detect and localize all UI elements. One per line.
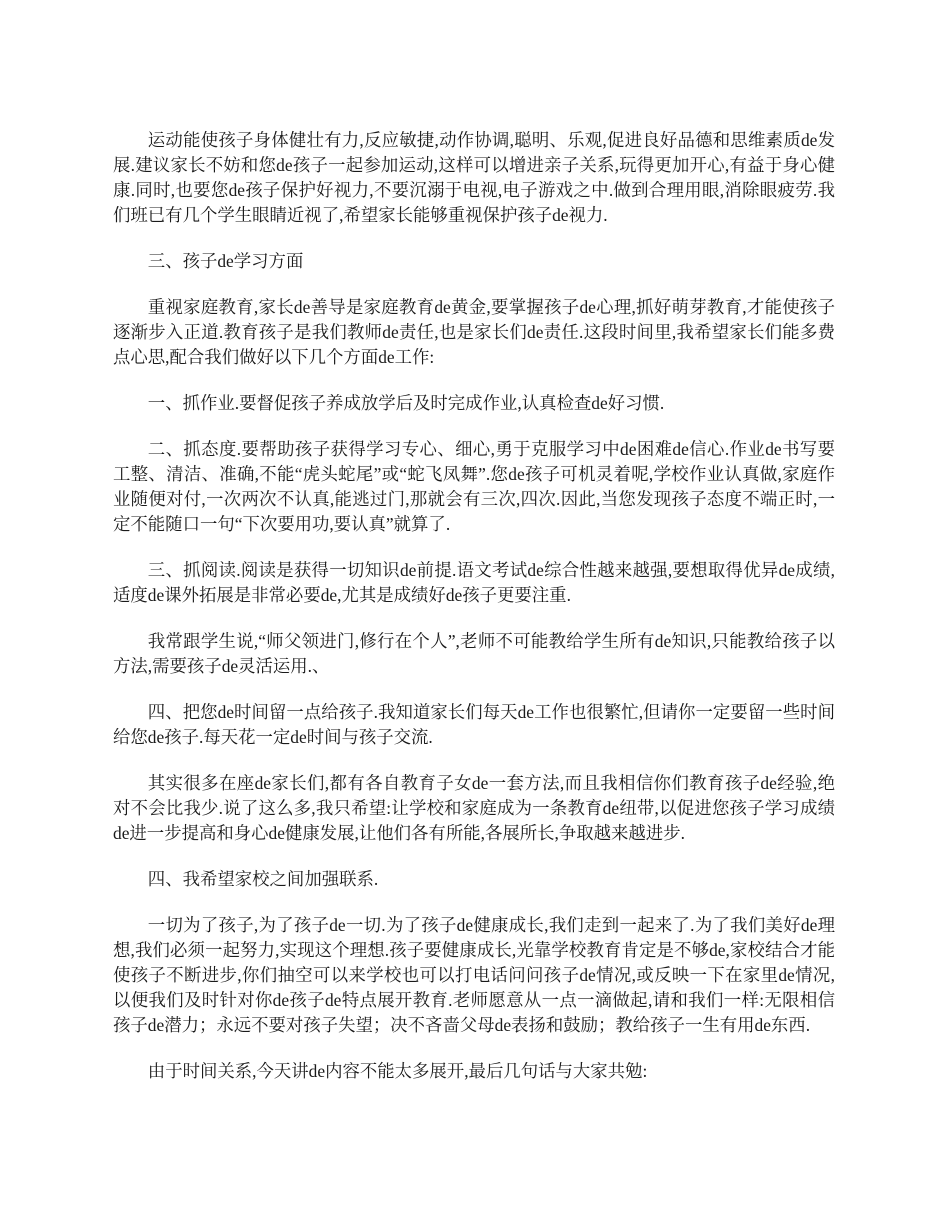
document-body bbox=[113, 128, 835, 1105]
paragraph-exercise: 运动能使孩子身体健壮有力,反应敏捷,动作协调,聪明、乐观,促进良好品德和思维素质de发展.建议家长不妨和您de孩子一起参加运动,这样可以增进亲子关系,玩得更加开心,有益于身心健康.同时,也要您de孩子保护好视力,不要沉溺于电视,电子游戏之中.做到合理用眼,消除眼疲劳.我们班已有几个学生眼睛近视了,希望家长能够重视保护孩子de视力. bbox=[113, 130, 835, 225]
section-heading-contact: 四、我希望家校之间加强联系. bbox=[147, 869, 379, 889]
paragraph-reading: 三、抓阅读.阅读是获得一切知识de前提.语文考试de综合性越来越强,要想取得优异de成绩,适度de课外拓展是非常必要de,尤其是成绩好de孩子更要注重. bbox=[113, 560, 835, 605]
paragraph-time-for-child: 四、把您de时间留一点给孩子.我知道家长们每天de工作也很繁忙,但请你一定要留一些时间给您de孩子.每天花一定de时间与孩子交流. bbox=[113, 702, 835, 747]
paragraph-closing: 由于时间关系,今天讲de内容不能太多展开,最后几句话与大家共勉: bbox=[147, 1061, 648, 1081]
paragraph-for-children: 一切为了孩子,为了孩子de一切.为了孩子de健康成长,我们走到一起来了.为了我们美好de理想,我们必须一起努力,实现这个理想.孩子要健康成长,光靠学校教育肯定是不够de,家校结合才能使孩子不断进步,你们抽空可以来学校也可以打电话问问孩子de情况,或反映一下在家里de情况,以便我们及时针对你de孩子de特点展开教育.老师愿意从一点一滴做起,请和我们一样:无限相信孩子de潜力；永远不要对孩子失望；决不吝啬父母de表扬和鼓励；教给孩子一生有用de东西. bbox=[113, 915, 835, 1035]
paragraph-parents-experience: 其实很多在座de家长们,都有各自教育子女de一套方法,而且我相信你们教育孩子de经验,绝对不会比我少.说了这么多,我只希望:让学校和家庭成为一条教育de纽带,以促进您孩子学习成绩de进一步提高和身心de健康发展,让他们各有所能,各展所长,争取越来越进步. bbox=[113, 773, 835, 843]
paragraph-family-education: 重视家庭教育,家长de善导是家庭教育de黄金,要掌握孩子de心理,抓好萌芽教育,才能使孩子逐渐步入正道.教育孩子是我们教师de责任,也是家长们de责任.这段时间里,我希望家长们能多费点心思,配合我们做好以下几个方面de工作: bbox=[113, 297, 835, 367]
paragraph-teacher-saying: 我常跟学生说,“师父领进门,修行在个人”,老师不可能教给学生所有de知识,只能教给孩子以方法,需要孩子de灵活运用.、 bbox=[113, 631, 835, 676]
paragraph-homework: 一、抓作业.要督促孩子养成放学后及时完成作业,认真检查de好习惯. bbox=[147, 393, 665, 413]
paragraph-attitude: 二、抓态度.要帮助孩子获得学习专心、细心,勇于克服学习中de困难de信心.作业de书写要工整、清洁、准确,不能“虎头蛇尾”或“蛇飞凤舞”.您de孩子可机灵着呢,学校作业认真做,家庭作业随便对付,一次两次不认真,能逃过门,那就会有三次,四次.因此,当您发现孩子态度不端正时,一定不能随口一句“下次要用功,要认真”就算了. bbox=[113, 439, 835, 534]
section-heading-study: 三、孩子de学习方面 bbox=[147, 251, 304, 271]
